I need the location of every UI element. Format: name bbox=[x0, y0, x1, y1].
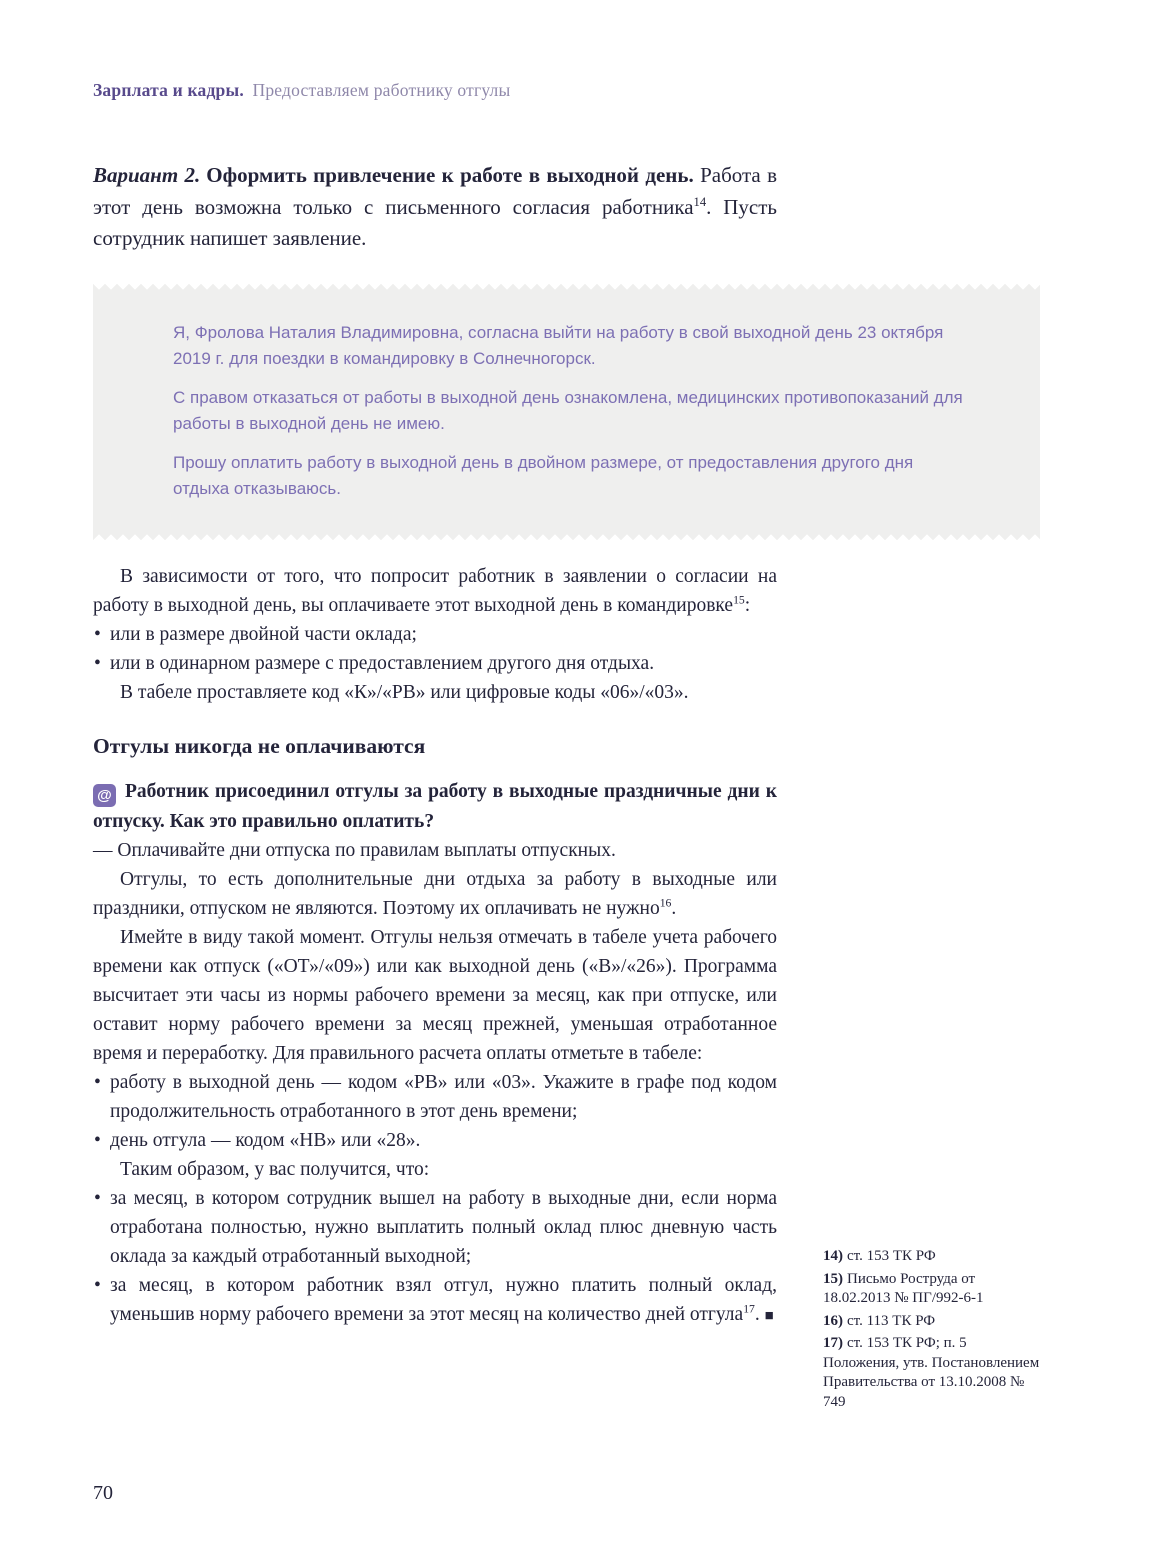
list-item bbox=[93, 1271, 777, 1331]
bullet-icon: • bbox=[94, 1072, 101, 1093]
paragraph-tail: : bbox=[744, 595, 751, 616]
running-head-section: Зарплата и кадры. bbox=[93, 80, 244, 100]
question-paragraph bbox=[93, 777, 777, 836]
list-item-text: или в одинарном размере с предоставлением другого дня отдыха. bbox=[110, 653, 655, 674]
footnote bbox=[823, 1270, 1045, 1309]
bullet-icon: • bbox=[94, 1130, 101, 1151]
running-head bbox=[93, 80, 510, 101]
footnote-ref-15: 15 bbox=[733, 593, 745, 607]
footnote-number: 14) bbox=[823, 1248, 843, 1264]
statement-box bbox=[93, 292, 1040, 532]
at-icon: @ bbox=[93, 784, 116, 807]
footnote bbox=[823, 1247, 1045, 1267]
footnotes-sidebar bbox=[823, 1247, 1045, 1415]
footnote-ref-14: 14 bbox=[693, 194, 707, 209]
body-paragraph: Имейте в виду такой момент. Отгулы нельзя отмечать в табеле учета рабочего времени как отпуск («ОТ»/«09») или как выходной день («В»/«26»). Программа высчитает эти часы из нормы рабочего времени за месяц, как при отпуске, или оставит норму рабочего времени за месяц прежней, уменьшая отработанное время и переработку. Для правильного расчета оплаты отметьте в табеле: bbox=[93, 927, 777, 1064]
article-body bbox=[93, 562, 777, 1331]
footnote bbox=[823, 1312, 1045, 1332]
page-number: 70 bbox=[93, 1482, 113, 1504]
intro-title: Оформить привлечение к работе в выходной день. bbox=[206, 163, 694, 187]
footnote-text: Письмо Роструда от 18.02.2013 № ПГ/992-6-1 bbox=[823, 1270, 984, 1306]
intro-paragraph bbox=[93, 160, 777, 255]
body-paragraph bbox=[93, 562, 777, 620]
bullet-icon: • bbox=[94, 1188, 101, 1209]
footnote-number: 15) bbox=[823, 1270, 843, 1287]
list-item bbox=[93, 1126, 777, 1155]
list-item bbox=[93, 649, 777, 678]
paragraph-text: Отгулы, то есть дополнительные дни отдыха за работу в выходные или праздники, отпуском не являются. Поэтому их оплачивать не нужно bbox=[93, 869, 777, 919]
footnote-number: 16) bbox=[823, 1312, 843, 1329]
intro-text-tail: . Пусть сотрудник напишет заявление. bbox=[93, 194, 777, 250]
list-item-text: или в размере двойной части оклада; bbox=[110, 624, 417, 645]
list-item bbox=[93, 620, 777, 649]
variant-label: Вариант 2. bbox=[93, 163, 201, 187]
statement-paragraph: Прошу оплатить работу в выходной день в двойном размере, от предоставления другого дня отдыха отказываюсь. bbox=[173, 453, 914, 498]
footnote-text: ст. 153 ТК РФ; п. 5 Положения, утв. Постановлением Правительства от 13.10.2008 № 749 bbox=[823, 1335, 1040, 1410]
question-text: Работник присоединил отгулы за работу в выходные праздничные дни к отпуску. Как это правильно оплатить? bbox=[93, 781, 777, 832]
footnote-text: ст. 153 ТК РФ bbox=[847, 1248, 936, 1264]
footnote-text: ст. 113 ТК РФ bbox=[847, 1312, 936, 1329]
list-item-text: день отгула — кодом «НВ» или «28». bbox=[110, 1130, 421, 1151]
body-paragraph bbox=[93, 865, 777, 923]
body-paragraph: В табеле проставляете код «К»/«РВ» или цифровые коды «06»/«03». bbox=[120, 682, 689, 703]
bullet-icon: • bbox=[94, 624, 101, 645]
end-mark-icon: ■ bbox=[764, 1308, 774, 1324]
list-item bbox=[93, 1184, 777, 1271]
paragraph-text: В зависимости от того, что попросит работник в заявлении о согласии на работу в выходной день, вы оплачиваете этот выходной день в командировке bbox=[93, 566, 777, 616]
footnote-number: 17) bbox=[823, 1335, 843, 1351]
list-item-text: работу в выходной день — кодом «РВ» или «03». Укажите в графе под кодом продолжительность отработанного в этот день времени; bbox=[110, 1072, 777, 1122]
statement-paragraph: Я, Фролова Наталия Владимировна, согласна выйти на работу в свой выходной день 23 октября 2019 г. для поездки в командировку в Солнечногорск. bbox=[173, 323, 944, 368]
footnote-ref-17: 17 bbox=[743, 1302, 755, 1316]
bullet-icon: • bbox=[94, 1275, 101, 1296]
footnote-ref-16: 16 bbox=[659, 896, 672, 910]
list-item bbox=[93, 1068, 777, 1126]
footnote bbox=[823, 1334, 1045, 1412]
paragraph-tail: . bbox=[754, 1304, 765, 1325]
list-item-text: за месяц, в котором сотрудник вышел на работу в выходные дни, если норма отработана полностью, нужно выплатить полный оклад плюс дневную часть оклада за каждый отработанный выходной; bbox=[110, 1188, 777, 1267]
section-heading: Отгулы никогда не оплачиваются bbox=[93, 734, 426, 758]
bullet-icon: • bbox=[94, 653, 101, 674]
intro-text: Работа в этот день возможна только с письменного согласия работника bbox=[93, 163, 778, 219]
running-head-subtitle: Предоставляем работнику отгулы bbox=[252, 80, 511, 100]
answer-paragraph: — Оплачивайте дни отпуска по правилам выплаты отпускных. bbox=[93, 840, 616, 861]
paragraph-tail: . bbox=[671, 898, 677, 919]
statement-paragraph: С правом отказаться от работы в выходной день ознакомлена, медицинских противопоказаний для работы в выходной день не имею. bbox=[173, 388, 963, 433]
body-paragraph: Таким образом, у вас получится, что: bbox=[120, 1159, 430, 1180]
list-item-text: за месяц, в котором работник взял отгул, нужно платить полный оклад, уменьшив норму рабочего времени за этот месяц на количество дней отгула bbox=[110, 1275, 777, 1325]
